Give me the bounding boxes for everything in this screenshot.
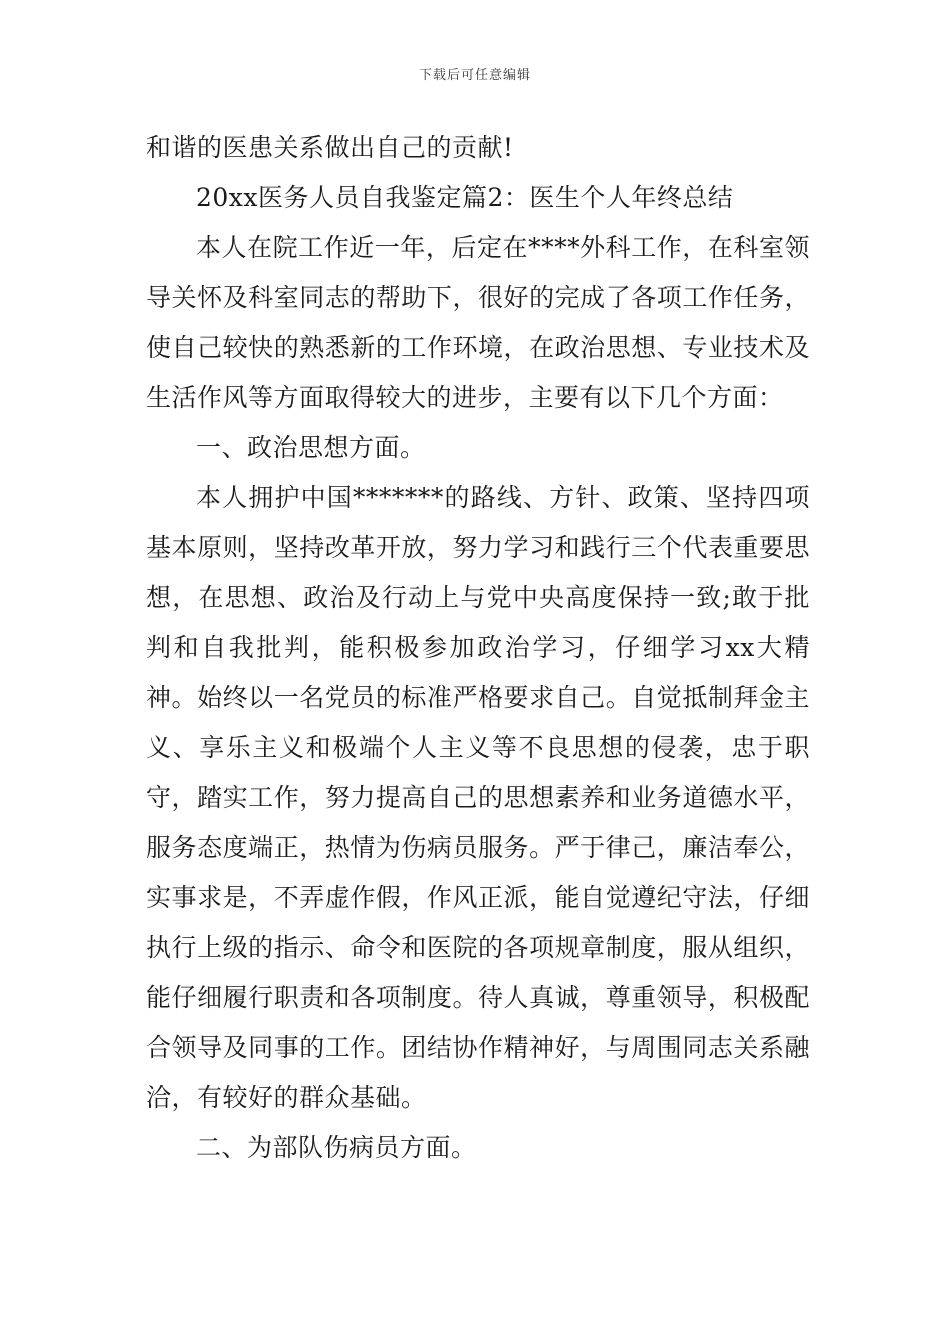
document-body <box>146 123 810 1173</box>
heading-political: 一、政治思想方面。 <box>196 433 426 462</box>
paragraph-closing-line: 和谐的医患关系做出自己的贡献! <box>146 133 514 162</box>
paragraph-intro: 本人在院工作近一年，后定在****外科工作，在科室领导关怀及科室同志的帮助下，很好的完成了各项工作任务，使自己较快的熟悉新的工作环境，在政治思想、专业技术及生活作风等方面取得较大的进步，主要有以下几个方面： <box>146 233 810 412</box>
paragraph-political: 本人拥护中国*******的路线、方针、政策、坚持四项基本原则，坚持改革开放，努力学习和践行三个代表重要思想，在思想、政治及行动上与党中央高度保持一致;敢于批判和自我批判，能积极参加政治学习，仔细学习xx大精神。始终以一名党员的标准严格要求自己。自觉抵制拜金主义、享乐主义和极端个人主义等不良思想的侵袭，忠于职守，踏实工作，努力提高自己的思想素养和业务道德水平，服务态度端正，热情为伤病员服务。严于律己，廉洁奉公，实事求是，不弄虚作假，作风正派，能自觉遵纪守法，仔细执行上级的指示、命令和医院的各项规章制度，服从组织，能仔细履行职责和各项制度。待人真诚，尊重领导，积极配合领导及同事的工作。团结协作精神好，与周围同志关系融洽，有较好的群众基础。 <box>146 483 810 1112</box>
heading-patients: 二、为部队伤病员方面。 <box>196 1133 477 1162</box>
section-title: 20xx医务人员自我鉴定篇2：医生个人年终总结 <box>196 183 734 212</box>
page-header: 下载后可任意编辑 <box>418 68 531 83</box>
